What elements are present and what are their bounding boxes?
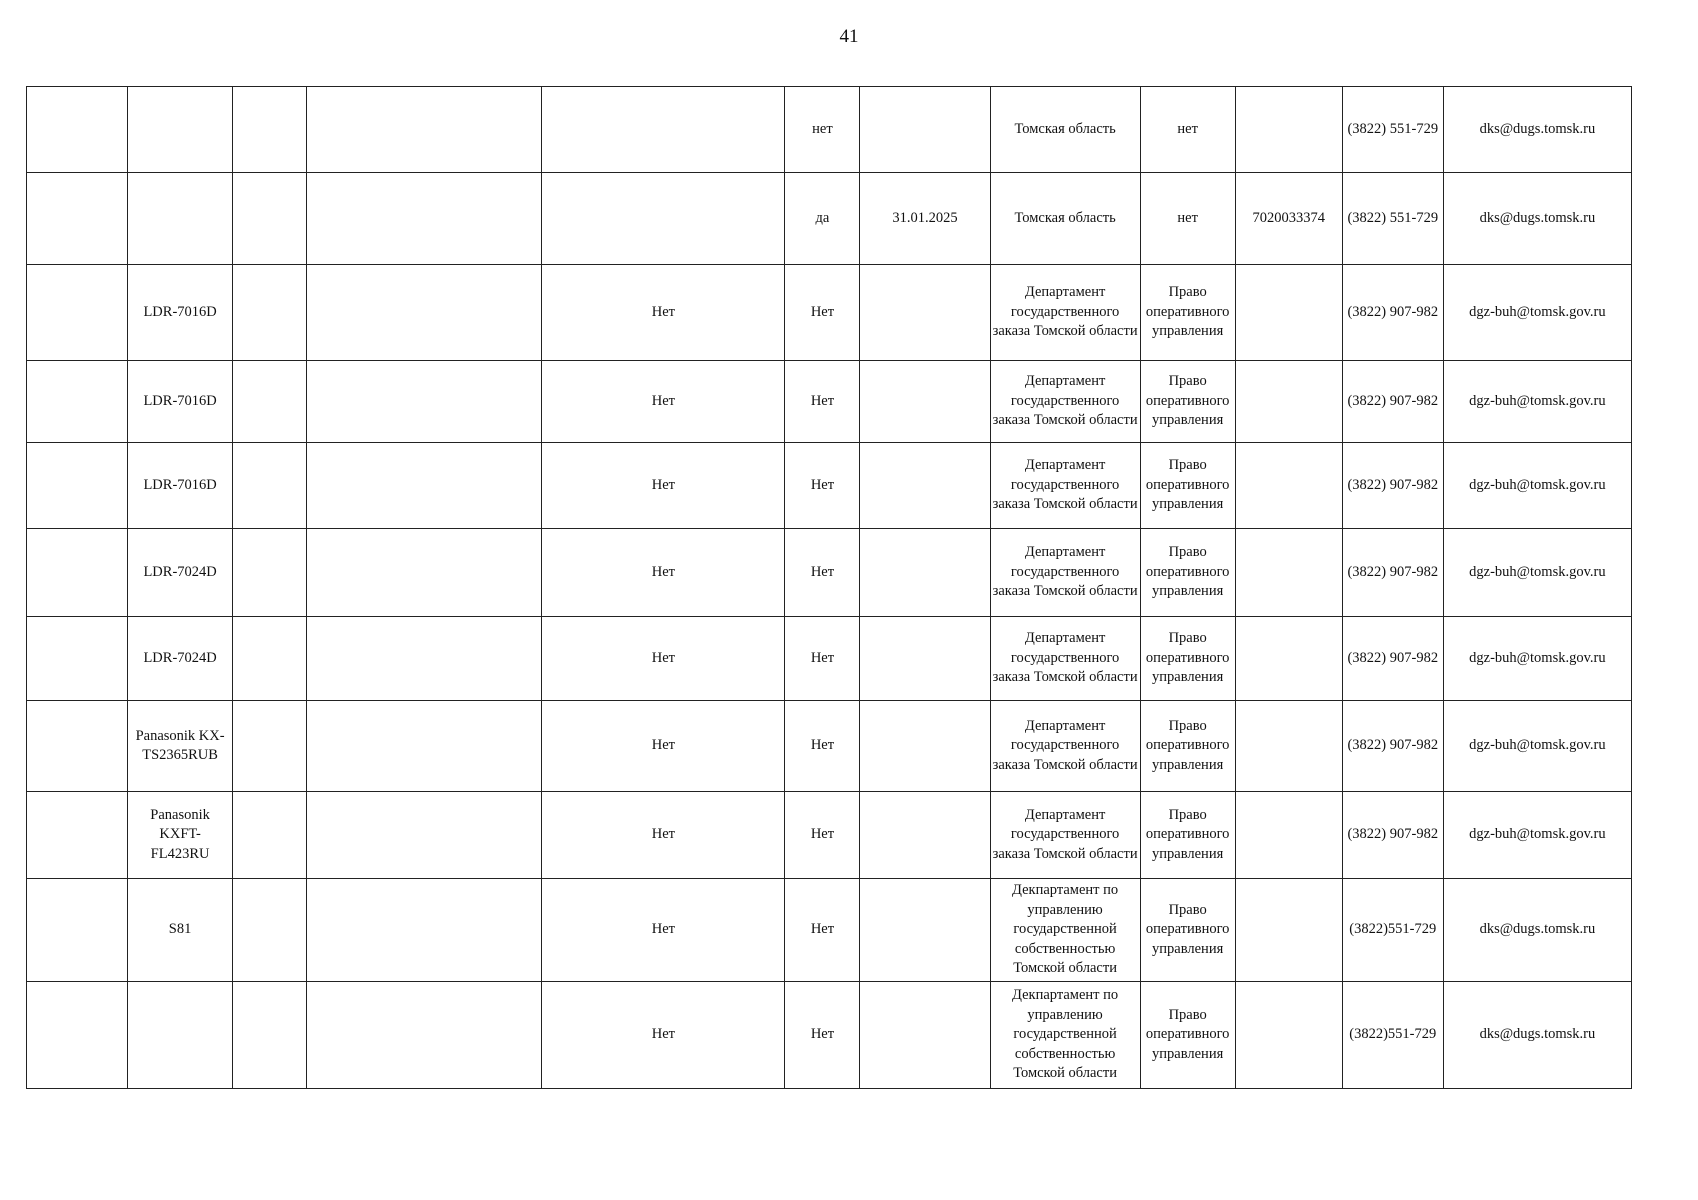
- phone-cell: (3822) 907-982: [1342, 792, 1443, 879]
- model-cell: Panasonik KXFT-FL423RU: [128, 792, 233, 879]
- email-cell: dgz-buh@tomsk.gov.ru: [1443, 265, 1631, 361]
- index-cell: [27, 361, 128, 443]
- inn-cell: [1235, 443, 1342, 529]
- model-cell: Panasonik KX-TS2365RUB: [128, 701, 233, 792]
- empty-cell-4: [307, 792, 542, 879]
- flag-cell-1: Нет: [542, 265, 785, 361]
- empty-cell-3: [233, 529, 307, 617]
- email-cell: dks@dugs.tomsk.ru: [1443, 879, 1631, 982]
- table-row: [27, 173, 1632, 265]
- table-row: [27, 361, 1632, 443]
- email-cell: dgz-buh@tomsk.gov.ru: [1443, 529, 1631, 617]
- date-cell: [860, 701, 990, 792]
- email-cell: dgz-buh@tomsk.gov.ru: [1443, 443, 1631, 529]
- empty-cell-3: [233, 87, 307, 173]
- model-cell: [128, 87, 233, 173]
- email-cell: dks@dugs.tomsk.ru: [1443, 87, 1631, 173]
- index-cell: [27, 443, 128, 529]
- date-cell: [860, 982, 990, 1089]
- index-cell: [27, 529, 128, 617]
- empty-cell-4: [307, 443, 542, 529]
- index-cell: [27, 792, 128, 879]
- inn-cell: 7020033374: [1235, 173, 1342, 265]
- flag-cell-2: Нет: [785, 443, 860, 529]
- phone-cell: (3822) 907-982: [1342, 265, 1443, 361]
- phone-cell: (3822)551-729: [1342, 982, 1443, 1089]
- owner-cell: Департамент государственного заказа Томской области: [990, 792, 1140, 879]
- flag-cell-1: Нет: [542, 792, 785, 879]
- phone-cell: (3822)551-729: [1342, 879, 1443, 982]
- right-cell: нет: [1140, 87, 1235, 173]
- empty-cell-3: [233, 265, 307, 361]
- model-cell: LDR-7016D: [128, 443, 233, 529]
- empty-cell-4: [307, 879, 542, 982]
- table-body: [27, 87, 1632, 1089]
- empty-cell-4: [307, 87, 542, 173]
- phone-cell: (3822) 907-982: [1342, 701, 1443, 792]
- flag-cell-1: [542, 87, 785, 173]
- owner-cell: Томская область: [990, 173, 1140, 265]
- email-cell: dgz-buh@tomsk.gov.ru: [1443, 792, 1631, 879]
- date-cell: [860, 879, 990, 982]
- right-cell: Право оперативного управления: [1140, 792, 1235, 879]
- table-row: [27, 617, 1632, 701]
- table-row: [27, 443, 1632, 529]
- flag-cell-2: Нет: [785, 701, 860, 792]
- empty-cell-3: [233, 443, 307, 529]
- model-cell: LDR-7024D: [128, 617, 233, 701]
- email-cell: dks@dugs.tomsk.ru: [1443, 173, 1631, 265]
- empty-cell-3: [233, 701, 307, 792]
- owner-cell: Департамент государственного заказа Томской области: [990, 529, 1140, 617]
- inn-cell: [1235, 529, 1342, 617]
- table-row: [27, 701, 1632, 792]
- table-row: [27, 792, 1632, 879]
- index-cell: [27, 701, 128, 792]
- email-cell: dgz-buh@tomsk.gov.ru: [1443, 361, 1631, 443]
- flag-cell-1: Нет: [542, 701, 785, 792]
- flag-cell-2: Нет: [785, 265, 860, 361]
- empty-cell-3: [233, 879, 307, 982]
- model-cell: LDR-7024D: [128, 529, 233, 617]
- flag-cell-1: Нет: [542, 361, 785, 443]
- owner-cell: Департамент государственного заказа Томской области: [990, 701, 1140, 792]
- empty-cell-4: [307, 701, 542, 792]
- email-cell: dgz-buh@tomsk.gov.ru: [1443, 617, 1631, 701]
- table-row: [27, 529, 1632, 617]
- flag-cell-1: Нет: [542, 529, 785, 617]
- right-cell: Право оперативного управления: [1140, 617, 1235, 701]
- owner-cell: Декпартамент по управлению государственной собственностью Томской области: [990, 982, 1140, 1089]
- index-cell: [27, 982, 128, 1089]
- email-cell: dks@dugs.tomsk.ru: [1443, 982, 1631, 1089]
- owner-cell: Томская область: [990, 87, 1140, 173]
- inn-cell: [1235, 87, 1342, 173]
- date-cell: 31.01.2025: [860, 173, 990, 265]
- empty-cell-3: [233, 173, 307, 265]
- date-cell: [860, 361, 990, 443]
- right-cell: Право оперативного управления: [1140, 701, 1235, 792]
- model-cell: S81: [128, 879, 233, 982]
- model-cell: [128, 173, 233, 265]
- flag-cell-2: да: [785, 173, 860, 265]
- flag-cell-1: Нет: [542, 982, 785, 1089]
- right-cell: Право оперативного управления: [1140, 879, 1235, 982]
- date-cell: [860, 529, 990, 617]
- date-cell: [860, 617, 990, 701]
- flag-cell-2: Нет: [785, 361, 860, 443]
- right-cell: Право оперативного управления: [1140, 443, 1235, 529]
- owner-cell: Департамент государственного заказа Томской области: [990, 361, 1140, 443]
- right-cell: Право оперативного управления: [1140, 361, 1235, 443]
- empty-cell-3: [233, 617, 307, 701]
- right-cell: Право оперативного управления: [1140, 265, 1235, 361]
- index-cell: [27, 879, 128, 982]
- index-cell: [27, 265, 128, 361]
- flag-cell-1: [542, 173, 785, 265]
- right-cell: Право оперативного управления: [1140, 529, 1235, 617]
- inn-cell: [1235, 701, 1342, 792]
- empty-cell-4: [307, 361, 542, 443]
- inn-cell: [1235, 361, 1342, 443]
- empty-cell-4: [307, 265, 542, 361]
- index-cell: [27, 87, 128, 173]
- phone-cell: (3822) 907-982: [1342, 361, 1443, 443]
- flag-cell-2: Нет: [785, 617, 860, 701]
- flag-cell-2: Нет: [785, 529, 860, 617]
- index-cell: [27, 173, 128, 265]
- empty-cell-4: [307, 529, 542, 617]
- table-row: [27, 265, 1632, 361]
- table-row: [27, 982, 1632, 1089]
- email-cell: dgz-buh@tomsk.gov.ru: [1443, 701, 1631, 792]
- empty-cell-3: [233, 361, 307, 443]
- inn-cell: [1235, 265, 1342, 361]
- index-cell: [27, 617, 128, 701]
- date-cell: [860, 87, 990, 173]
- table-row: [27, 879, 1632, 982]
- flag-cell-2: нет: [785, 87, 860, 173]
- flag-cell-1: Нет: [542, 617, 785, 701]
- phone-cell: (3822) 907-982: [1342, 529, 1443, 617]
- phone-cell: (3822) 551-729: [1342, 173, 1443, 265]
- flag-cell-2: Нет: [785, 792, 860, 879]
- empty-cell-3: [233, 792, 307, 879]
- date-cell: [860, 265, 990, 361]
- inn-cell: [1235, 982, 1342, 1089]
- model-cell: LDR-7016D: [128, 361, 233, 443]
- flag-cell-2: Нет: [785, 982, 860, 1089]
- page-number: 41: [839, 26, 859, 47]
- owner-cell: Декпартамент по управлению государственной собственностью Томской области: [990, 879, 1140, 982]
- phone-cell: (3822) 907-982: [1342, 443, 1443, 529]
- phone-cell: (3822) 907-982: [1342, 617, 1443, 701]
- owner-cell: Департамент государственного заказа Томской области: [990, 443, 1140, 529]
- flag-cell-1: Нет: [542, 443, 785, 529]
- table-row: [27, 87, 1632, 173]
- empty-cell-4: [307, 982, 542, 1089]
- inn-cell: [1235, 617, 1342, 701]
- phone-cell: (3822) 551-729: [1342, 87, 1443, 173]
- owner-cell: Департамент государственного заказа Томской области: [990, 265, 1140, 361]
- empty-cell-4: [307, 173, 542, 265]
- flag-cell-2: Нет: [785, 879, 860, 982]
- registry-table: [26, 86, 1632, 1089]
- inn-cell: [1235, 879, 1342, 982]
- model-cell: [128, 982, 233, 1089]
- flag-cell-1: Нет: [542, 879, 785, 982]
- empty-cell-3: [233, 982, 307, 1089]
- empty-cell-4: [307, 617, 542, 701]
- model-cell: LDR-7016D: [128, 265, 233, 361]
- inn-cell: [1235, 792, 1342, 879]
- owner-cell: Департамент государственного заказа Томской области: [990, 617, 1140, 701]
- right-cell: Право оперативного управления: [1140, 982, 1235, 1089]
- date-cell: [860, 443, 990, 529]
- date-cell: [860, 792, 990, 879]
- right-cell: нет: [1140, 173, 1235, 265]
